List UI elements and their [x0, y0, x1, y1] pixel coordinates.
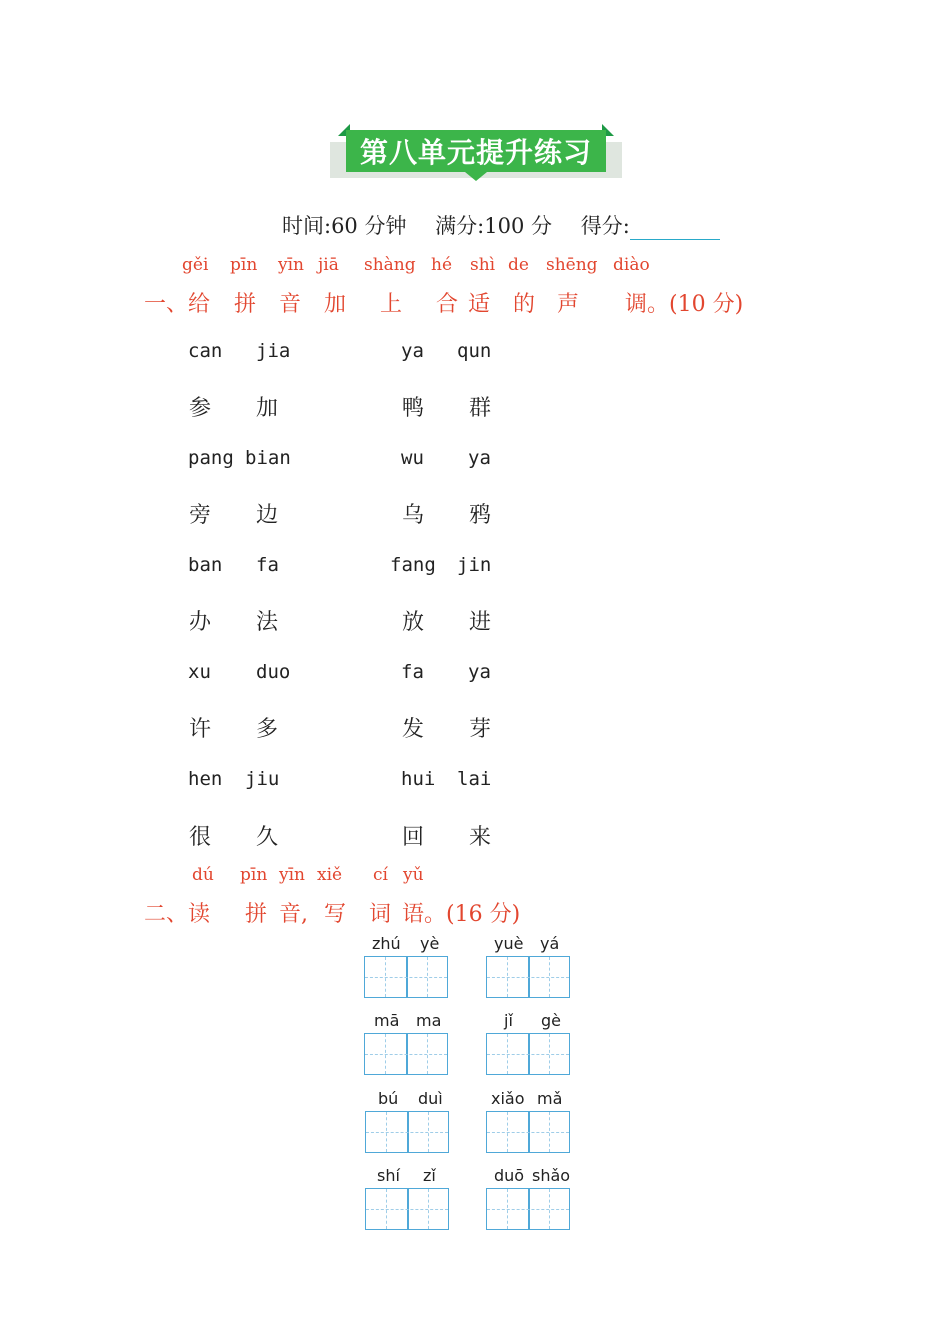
hanzi-char: 来: [469, 825, 492, 850]
heading-char: 二、读: [144, 902, 211, 927]
heading-char: 合: [436, 292, 459, 317]
pinyin-diao: diào: [613, 255, 650, 275]
hanzi-char: 鸭: [402, 396, 425, 421]
hanzi-char: 边: [256, 503, 279, 528]
hanzi-char: 加: [256, 396, 279, 421]
pinyin-word: ya: [401, 340, 424, 362]
pinyin-word: can: [188, 340, 223, 362]
hanzi-char: 芽: [469, 717, 492, 742]
pinyin-word: pang: [188, 447, 234, 469]
pinyin-word: fang: [390, 554, 436, 576]
time-limit: 时间:60 分钟: [282, 214, 407, 238]
heading-char: 声: [557, 292, 580, 317]
pinyin-word: duo: [256, 661, 291, 683]
hanzi-char: 群: [469, 396, 492, 421]
heading-char: 适: [468, 292, 491, 317]
tianzige-grid[interactable]: [486, 1033, 570, 1075]
hanzi-char: 办: [189, 610, 212, 635]
tianzige-grid[interactable]: [486, 1111, 570, 1153]
grid-pinyin: xiǎo: [491, 1089, 525, 1108]
grid-pinyin: mā: [374, 1011, 400, 1030]
pinyin-word: jia: [256, 340, 291, 362]
pinyin-he: hé: [431, 255, 453, 275]
hanzi-char: 发: [402, 717, 425, 742]
grid-pinyin: yuè: [494, 934, 524, 953]
pinyin-word: hen: [188, 768, 223, 790]
hanzi-char: 多: [256, 717, 279, 742]
pinyin-jia: jiā: [318, 255, 339, 275]
grid-pinyin: shǎo: [532, 1166, 571, 1185]
score-blank[interactable]: [630, 217, 720, 240]
heading-char: 音,: [279, 902, 308, 927]
grid-pinyin: zǐ: [423, 1166, 436, 1185]
hanzi-char: 久: [256, 825, 279, 850]
pinyin-word: fa: [401, 661, 424, 683]
hanzi-char: 很: [189, 825, 212, 850]
pinyin-word: ban: [188, 554, 223, 576]
pinyin-word: wu: [401, 447, 424, 469]
banner-ribbon: [346, 130, 606, 172]
hanzi-char: 进: [469, 610, 492, 635]
pinyin-du: dú: [192, 865, 214, 885]
heading-char: 上: [380, 292, 403, 317]
tianzige-grid[interactable]: [365, 1188, 449, 1230]
pinyin-word: fa: [256, 554, 279, 576]
hanzi-char: 乌: [402, 503, 425, 528]
grid-pinyin: zhú: [372, 934, 401, 953]
heading-char: 加: [324, 292, 347, 317]
pinyin-word: ya: [468, 447, 491, 469]
grid-pinyin: duō: [494, 1166, 525, 1185]
heading-char: 拼: [234, 292, 257, 317]
heading-char: 调。(10 分): [625, 292, 744, 317]
grid-pinyin: jǐ: [504, 1011, 513, 1030]
grid-pinyin: yè: [420, 934, 440, 953]
heading-char: 音: [279, 292, 302, 317]
grid-pinyin: ma: [416, 1011, 442, 1030]
pinyin-sheng: shēng: [546, 255, 598, 275]
banner-pointer: [465, 172, 487, 181]
page-title: 第八单元提升练习: [359, 136, 592, 169]
hanzi-char: 法: [256, 610, 279, 635]
grid-pinyin: yá: [540, 934, 560, 953]
exam-info: [282, 210, 720, 240]
hanzi-char: 回: [402, 825, 425, 850]
pinyin-pin: pīn: [240, 865, 268, 885]
score-label: 得分:: [580, 214, 630, 238]
pinyin-xie: xiě: [317, 865, 343, 885]
heading-char: 拼: [245, 902, 268, 927]
pinyin-word: ya: [468, 661, 491, 683]
pinyin-word: lai: [457, 768, 492, 790]
title-banner: [330, 124, 622, 182]
pinyin-word: jiu: [245, 768, 280, 790]
grid-pinyin: shí: [377, 1166, 400, 1185]
pinyin-word: qun: [457, 340, 492, 362]
grid-pinyin: gè: [541, 1011, 561, 1030]
pinyin-yu: yǔ: [403, 865, 424, 885]
hanzi-char: 放: [402, 610, 425, 635]
tianzige-grid[interactable]: [364, 1033, 448, 1075]
tianzige-grid[interactable]: [365, 1111, 449, 1153]
pinyin-shang: shàng: [364, 255, 416, 275]
hanzi-char: 许: [189, 717, 212, 742]
heading-char: 一、给: [144, 292, 211, 317]
pinyin-pin: pīn: [230, 255, 258, 275]
pinyin-de: de: [508, 255, 529, 275]
heading-char: 的: [513, 292, 536, 317]
grid-pinyin: duì: [418, 1089, 443, 1108]
grid-pinyin: bú: [378, 1089, 399, 1108]
heading-char: 词: [369, 902, 392, 927]
pinyin-word: hui: [401, 768, 436, 790]
pinyin-word: xu: [188, 661, 211, 683]
tianzige-grid[interactable]: [364, 956, 448, 998]
pinyin-ci: cí: [373, 865, 388, 885]
pinyin-word: bian: [245, 447, 291, 469]
heading-char: 语。(16 分): [402, 902, 521, 927]
tianzige-grid[interactable]: [486, 1188, 570, 1230]
grid-pinyin: mǎ: [537, 1089, 563, 1108]
hanzi-char: 鸦: [469, 503, 492, 528]
hanzi-char: 参: [189, 396, 212, 421]
pinyin-shi: shì: [470, 255, 496, 275]
pinyin-yin: yīn: [278, 255, 304, 275]
pinyin-word: jin: [457, 554, 492, 576]
hanzi-char: 旁: [189, 503, 212, 528]
heading-char: 写: [324, 902, 347, 927]
pinyin-yin: yīn: [279, 865, 305, 885]
full-score: 满分:100 分: [435, 214, 553, 238]
pinyin-gei: gěi: [182, 255, 209, 275]
tianzige-grid[interactable]: [486, 956, 570, 998]
